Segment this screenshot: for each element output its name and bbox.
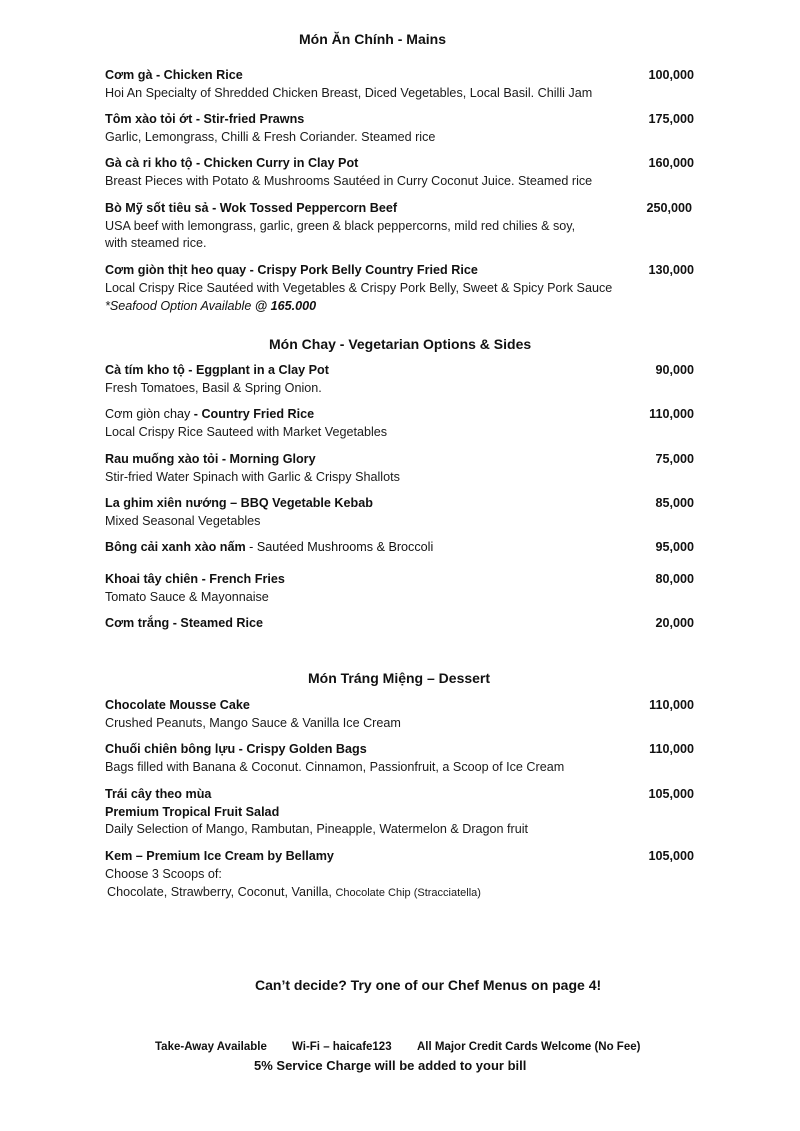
menu-item-description: Mixed Seasonal Vegetables [105,514,261,528]
menu-item-name: Khoai tây chiên - French Fries [105,572,285,586]
section-heading-vegetarian: Món Chay - Vegetarian Options & Sides [269,336,532,352]
menu-item-name: Chocolate Mousse Cake [105,698,250,712]
chef-menu-callout: Can’t decide? Try one of our Chef Menus on page 4! [255,977,602,993]
menu-item-name-en: - Steamed Rice [169,616,264,630]
menu-item-description: Hoi An Specialty of Shredded Chicken Breast, Diced Vegetables, Local Basil. Chilli Jam [105,86,593,100]
menu-item-name-vi: Cơm giòn chay [105,407,191,421]
menu-item-price: 90,000 [655,363,694,377]
menu-item-price: 95,000 [655,540,694,554]
menu-item-name: Tôm xào tỏi ớt - Stir-fried Prawns [105,112,305,126]
menu-item-description: Crushed Peanuts, Mango Sauce & Vanilla Ice Cream [105,716,401,730]
menu-item-price: 250,000 [646,201,692,215]
menu-item-price: 85,000 [655,496,694,510]
menu-item-price: 75,000 [655,452,694,466]
menu-item-name [105,407,314,421]
menu-item-description: Local Crispy Rice Sautéed with Vegetables & Crispy Pork Belly, Sweet & Spicy Pork Sauce [105,281,613,295]
menu-item-name-en: - Country Fried Rice [190,407,315,421]
menu-item-price: 110,000 [649,742,694,756]
menu-item-description: USA beef with lemongrass, garlic, green & black peppercorns, mild red chilies & soy, [105,219,576,233]
menu-item-description-line2: with steamed rice. [105,236,207,250]
menu-item-name [105,616,263,630]
menu-item-name-vi: Cơm trắng [105,616,170,630]
service-charge-note: 5% Service Charge will be added to your bill [254,1058,527,1073]
menu-item-name: Chuối chiên bông lựu - Crispy Golden Bags [105,742,367,756]
menu-item-price: 105,000 [648,849,694,863]
menu-item-description: Local Crispy Rice Sauteed with Market Vegetables [105,425,388,439]
seafood-option-note: *Seafood Option Available [105,299,252,313]
menu-item-price: 110,000 [649,407,694,421]
menu-item-name: Cơm gà - Chicken Rice [105,68,243,82]
menu-item-price: 160,000 [648,156,694,170]
ice-cream-flavour-extra: Chocolate Chip (Stracciatella) [335,887,481,899]
menu-item-price: 175,000 [648,112,694,126]
menu-item-description: Garlic, Lemongrass, Chilli & Fresh Coriander. Steamed rice [105,130,436,144]
menu-item-name: La ghim xiên nướng – BBQ Vegetable Kebab [105,496,373,510]
menu-item-price: 110,000 [649,698,694,712]
section-heading-mains: Món Ăn Chính - Mains [299,31,446,47]
wifi-note: Wi-Fi – haicafe123 [292,1041,392,1053]
menu-item-description: Tomato Sauce & Mayonnaise [105,590,269,604]
menu-item-description: Stir-fried Water Spinach with Garlic & Crispy Shallots [105,470,400,484]
takeaway-note: Take-Away Available [155,1041,267,1053]
menu-item-name: Bò Mỹ sốt tiêu sả - Wok Tossed Peppercorn Beef [105,201,398,215]
menu-item-name [105,540,433,554]
menu-item-name: Cơm giòn thịt heo quay - Crispy Pork Belly Country Fried Rice [105,263,478,277]
menu-item-price: 20,000 [655,616,694,630]
menu-item-price: 100,000 [648,68,694,82]
credit-cards-note: All Major Credit Cards Welcome (No Fee) [417,1041,641,1053]
menu-item-name: Trái cây theo mùa [105,787,212,801]
menu-item-name: Kem – Premium Ice Cream by Bellamy [105,849,334,863]
menu-item-name: Gà cà ri kho tộ - Chicken Curry in Clay Pot [105,156,359,170]
menu-item-price: 80,000 [655,572,694,586]
seafood-option-price: @ 165.000 [254,299,317,313]
menu-item-price: 105,000 [648,787,694,801]
ice-cream-flavours: Chocolate, Strawberry, Coconut, Vanilla, [107,885,336,899]
menu-item-name: Rau muống xào tỏi - Morning Glory [105,452,316,466]
menu-item-price: 130,000 [648,263,694,277]
menu-item-description: Choose 3 Scoops of: [105,867,222,881]
menu-item-name-english: Premium Tropical Fruit Salad [105,805,280,819]
section-heading-dessert: Món Tráng Miệng – Dessert [308,670,491,686]
menu-item-name: Cà tím kho tộ - Eggplant in a Clay Pot [105,363,329,377]
menu-item-description: Breast Pieces with Potato & Mushrooms Sautéed in Curry Coconut Juice. Steamed rice [105,174,593,188]
menu-item-description-line2 [107,885,481,899]
menu-item-description: Bags filled with Banana & Coconut. Cinnamon, Passionfruit, a Scoop of Ice Cream [105,760,565,774]
menu-item-description: Daily Selection of Mango, Rambutan, Pineapple, Watermelon & Dragon fruit [105,822,529,836]
menu-item-name-vi: Bông cải xanh xào nấm [105,540,246,554]
menu-item-note [105,299,316,313]
menu-item-name-en: - Sautéed Mushrooms & Broccoli [245,540,434,554]
menu-item-description: Fresh Tomatoes, Basil & Spring Onion. [105,381,322,395]
